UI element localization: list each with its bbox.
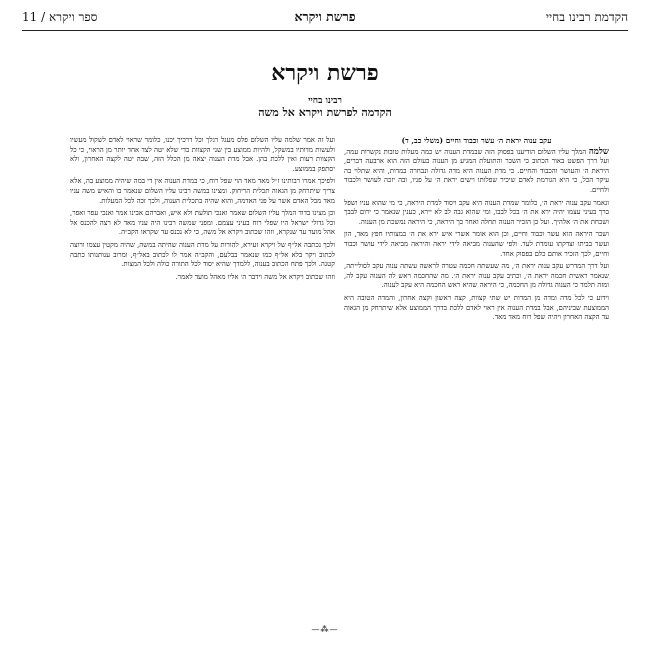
header-rule [22, 30, 628, 31]
paragraph: ועל דרך המדרש עקב ענוה יראת ה׳, מה שעשתה חכמה עטרה לראשה עשתה ענוה עקב לסולייתה, שנאמר ראשית חכמה יראת ה׳, וכתיב עקב ענוה יראת ה׳. מה שהחכמה ראש לה הענוה עקב לה, ומזה תלמד כי הענוה גדולה מן החכמה, כי היראה שהיא ראש החכמה היא עקב לענוה. [344, 262, 609, 290]
section-heading: הקדמה לפרשת ויקרא אל משה [258, 106, 392, 119]
paragraph: וכן מצינו בדוד המלך עליו השלום שאמר ואנכי תולעת ולא איש, ואברהם אבינו אמר ואנכי עפר ואפר, וכל גדולי ישראל היו שפלי רוח בעיני עצמם. ומפני שמשה רבינו היה עניו מאד לא רצה להכנס אל אהל מועד עד שנקרא, וזהו שכתוב ויקרא אל משה, כי לא נכנס עד שקראו הקב״ה. [70, 209, 335, 237]
paragraph: ולפיכך אמרו רבותינו ז״ל מאד מאד הוי שפל רוח, כי במדת הענוה אין די במה שיהיה ממוצע בה, אלא צריך שיתרחק מן הגאוה תכלית הריחוק. ומצינו במשה רבינו עליו השלום שנאמר בו והאיש משה עניו מאד מכל האדם אשר על פני האדמה, והוא שהיה בתכלית הענוה, ולכך זכה לכל המעלות. [70, 177, 335, 205]
page-title: פרשת ויקרא [271, 60, 379, 86]
paragraph: וזהו שכתוב ויקרא אל משה וידבר ה׳ אליו מאהל מועד לאמר. [175, 272, 335, 281]
running-header-left: ספר ויקרא / 11 [22, 9, 98, 24]
lead-word: שלמה [588, 146, 609, 157]
author-label: רבינו בחיי [308, 96, 342, 106]
paragraph: ונאמר עקב ענוה יראת ה׳, כלומר שמדת הענוה היא עקב ויסוד למדת היראה, כי מי שהוא עניו ושפל ברך בעיני עצמו יהיה ירא את ה׳ בכל לבבו, ומי שהוא גבה לב לא יירא, כענין שנאמר כי ירום לבבך ושכחת את ה׳ אלהיך. ועל כן הזכיר הענוה תחלה ואחר כך היראה, כי היראה נמשכת מן הענוה. [344, 198, 609, 226]
running-header [22, 6, 628, 28]
opening-verse: עקב ענוה יראת ה׳ עשר וכבוד וחיים (משלי כב, ד) [401, 136, 552, 145]
right-column [344, 136, 609, 616]
running-header-center: פרשת ויקרא [294, 9, 356, 24]
paragraph: שלמה המלך עליו השלום הודיענו בפסוק הזה שבמדת הענוה יש כמה מעלות טובות נקשרות עמה, ועל דרך הפשט באור הכתוב כי השכר והתועלת המגיע מן הענוה בעולם הזה הוא ארבעה דברים, היראת ה׳ והעושר והכבוד והחיים. כי מדת הענוה היא מדה גדולה ונבחרה במדות, והיא שתלוי בה עיקר הכל, כי היא הגורמת לאדם שיכיר שפלותו וישים יראת ה׳ על פניו, ובה יזכה לעושר ולכבוד ולחיים. [344, 146, 609, 194]
running-header-right: הקדמת רבינו בחיי [545, 9, 628, 24]
paragraph: ושכר היראה הוא עשר וכבוד וחיים, וכן הוא אומר אשרי איש ירא את ה׳ במצותיו חפץ מאד, הון ועשר בביתו וצדקתו עומדת לעד. ולפי שהענוה מביאה לידי יראה והיראה מביאה לידי עושר וכבוד וחיים, לכך הזכיר אותם כלם בפסוק אחד. [344, 230, 609, 258]
paragraph: ועל זה אמר שלמה עליו השלום פלס מעגל רגלך וכל דרכיך יכנו, כלומר שראוי לאדם לשקול מעשיו ולעשות מדותיו במשקל, ולהיות ממוצע בין שני הקצוות כדי שלא יטה לצד אחד יותר מן הראוי, כי כל הקצוות רעות ואין ללכת בהן. אבל מדת הענוה יצאה מן הכלל הזה, שבה יטה לקצה האחרון, ולא יסתפק בממוצע. [70, 136, 335, 173]
paragraph: וידוע כי לכל מדה ומדה מן המדות יש שתי קצוות, קצה ראשון וקצה אחרון, והמדה הטובה היא הממוצעת שביניהם, אבל במדת הענוה אין ראוי לאדם ללכת בדרך הממוצע אלא שיתרחק מן הגאוה עד הקצה האחרון ויהיה שפל רוח מאד מאד. [344, 293, 609, 322]
paragraph: ולכך נכתבה אל״ף של ויקרא זעירא, להורות על מדת הענוה שהיתה במשה, שהיה מקטין עצמו ורוצה לכתוב ויקר בלא אל״ף כמו שנאמר בבלעם, והקב״ה אמר לו לכתוב באל״ף, ומרוב ענותנותו כתבה קטנה. ולכך פתח הכתוב בענוה, ללמדך שהיא יסוד לכל התורה כולה ולכל המצות. [70, 240, 335, 269]
left-column [70, 136, 335, 616]
end-ornament: —⁂— [311, 625, 339, 634]
